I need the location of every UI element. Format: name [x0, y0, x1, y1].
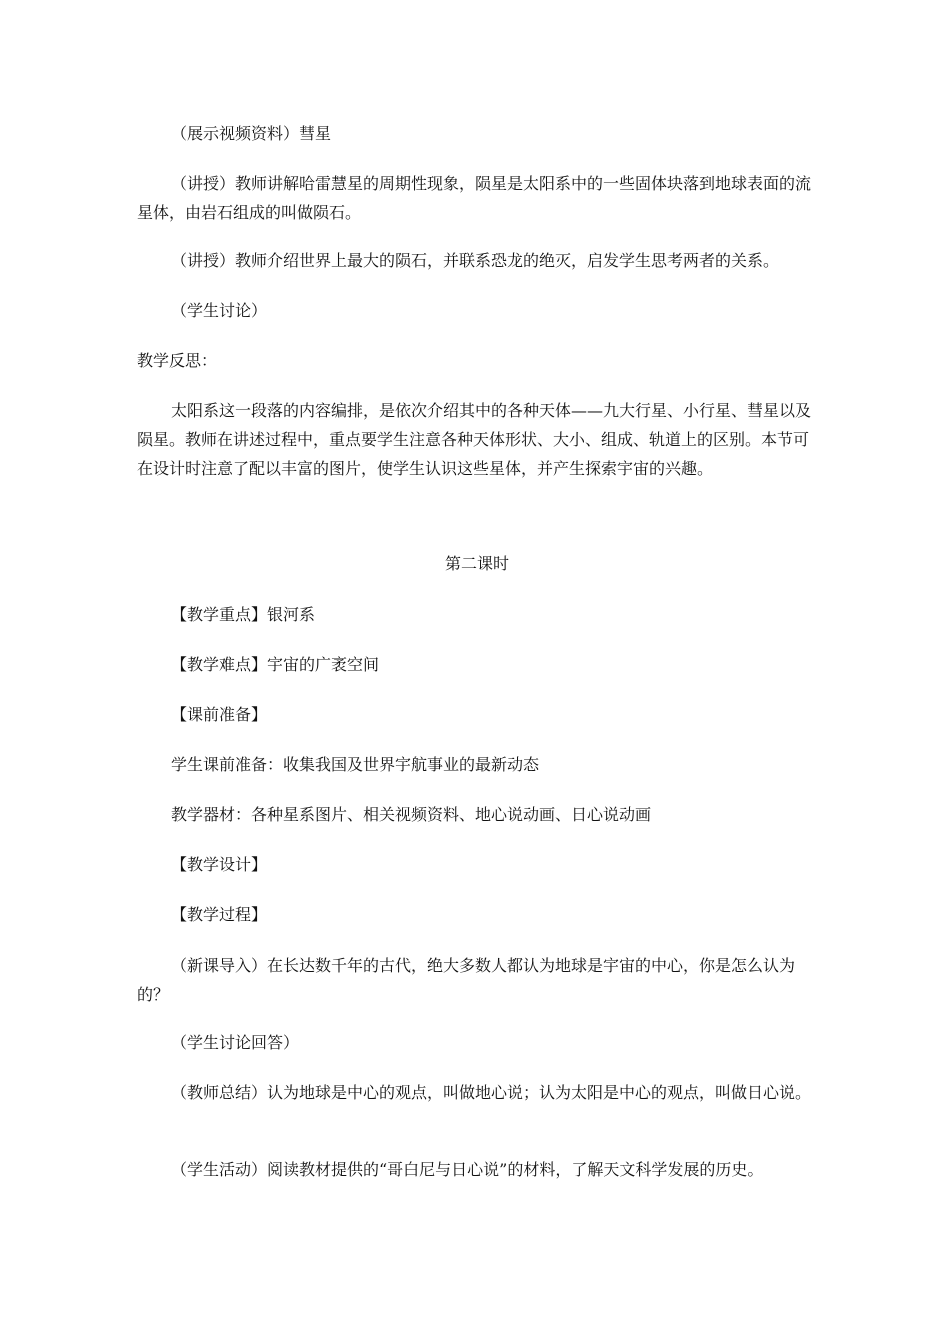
paragraph-lecture-meteorite: （讲授）教师介绍世界上最大的陨石，并联系恐龙的绝灭，启发学生思考两者的关系。: [171, 251, 780, 270]
paragraph-teaching-design: 【教学设计】: [171, 855, 268, 874]
paragraph-key-point: 【教学重点】银河系: [171, 605, 316, 624]
paragraph-student-preparation: 学生课前准备：收集我国及世界宇航事业的最新动态: [171, 755, 540, 774]
section-heading: 第二课时: [444, 554, 509, 573]
paragraph-reflection-title: 教学反思：: [137, 351, 218, 370]
paragraph-difficulty: 【教学难点】宇宙的广袤空间: [171, 655, 380, 674]
paragraph-teacher-summary: （教师总结）认为地球是中心的观点，叫做地心说；认为太阳是中心的观点，叫做日心说。: [171, 1083, 812, 1102]
paragraph-teaching-materials: 教学器材：各种星系图片、相关视频资料、地心说动画、日心说动画: [171, 805, 652, 824]
paragraph-teaching-process: 【教学过程】: [171, 905, 268, 924]
paragraph-student-discussion: （学生讨论）: [171, 301, 268, 320]
paragraph-lecture-halley: （讲授）教师讲解哈雷慧星的周期性现象，陨星是太阳系中的一些固体块落到地球表面的流星体，由岩石组成的叫做陨石。: [137, 174, 812, 222]
paragraph-reflection-body: 太阳系这一段落的内容编排，是依次介绍其中的各种天体——九大行星、小行星、彗星以及陨星。教师在讲述过程中，重点要学生注意各种天体形状、大小、组成、轨道上的区别。本节可在设计时注意了配以丰富的图片，使学生认识这些星体，并产生探索宇宙的兴趣。: [137, 401, 812, 478]
paragraph-lesson-intro: （新课导入）在长达数千年的古代，绝大多数人都认为地球是宇宙的中心，你是怎么认为的？: [137, 956, 796, 1004]
paragraph-video-comet: （展示视频资料）彗星: [171, 124, 332, 143]
paragraph-student-answer: （学生讨论回答）: [171, 1033, 300, 1052]
paragraph-preparation: 【课前准备】: [171, 705, 268, 724]
paragraph-student-activity: （学生活动）阅读教材提供的“哥白尼与日心说”的材料，了解天文科学发展的历史。: [171, 1160, 764, 1179]
